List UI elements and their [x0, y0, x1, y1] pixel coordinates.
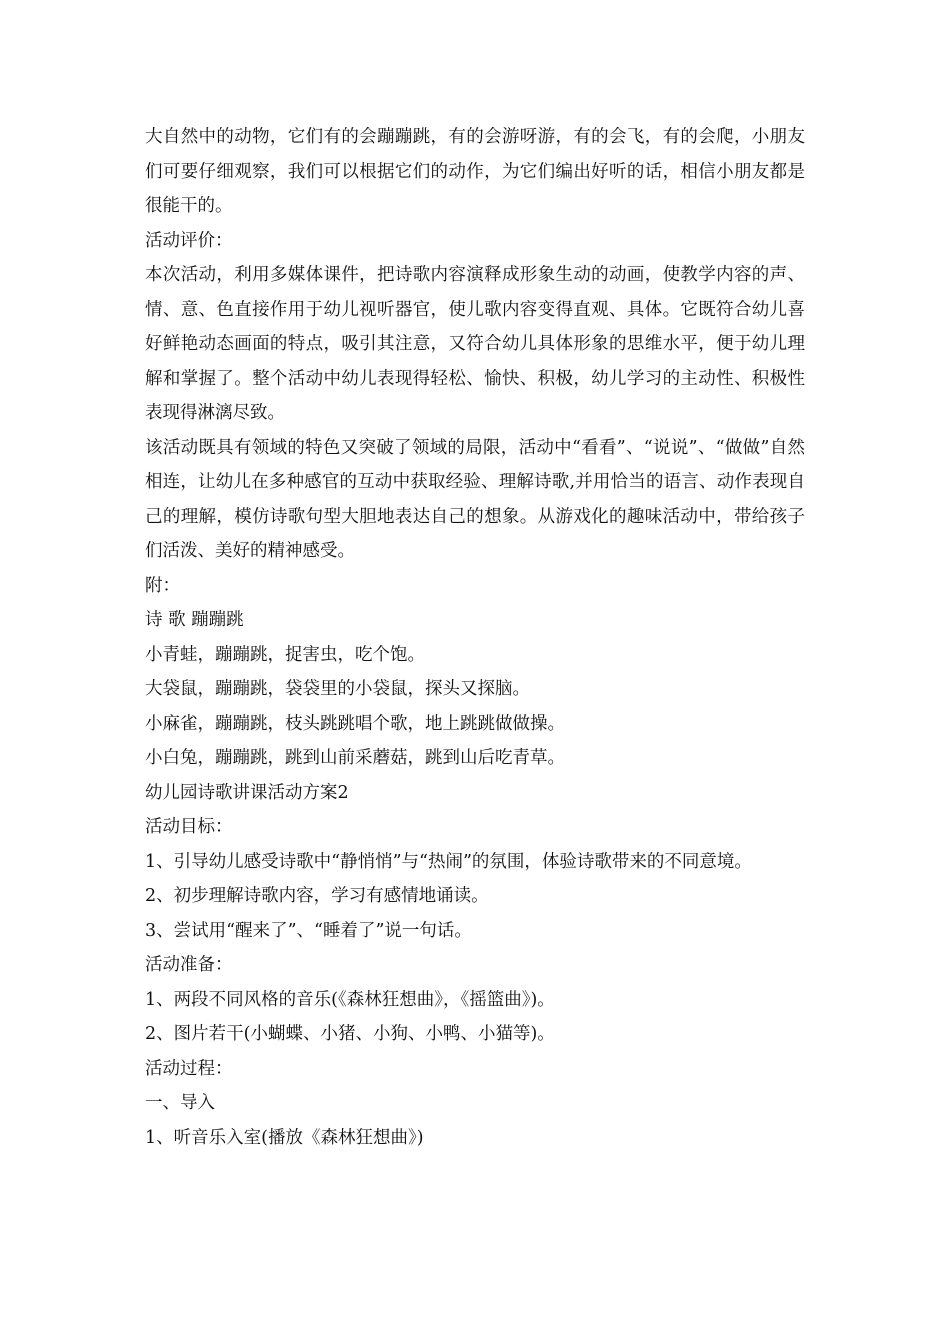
poem-line: 小青蛙，蹦蹦跳，捉害虫，吃个饱。	[145, 644, 425, 665]
section-heading-process: 活动过程：	[145, 1058, 233, 1079]
process-step-item: 1、听音乐入室(播放《森林狂想曲》)	[145, 1127, 424, 1148]
preparation-item: 2、图片若干(小蝴蝶、小猪、小狗、小鸭、小猫等)。	[145, 1024, 555, 1044]
goal-item: 3、尝试用“醒来了”、“睡着了”说一句话。	[145, 920, 472, 941]
appendix-label: 附：	[145, 575, 180, 596]
intro-paragraph: 大自然中的动物，它们有的会蹦蹦跳，有的会游呀游，有的会飞，有的会爬，小朋友们可要仔细观察，我们可以根据它们的动作，为它们编出好听的话，相信小朋友都是很能干的。	[145, 127, 805, 216]
evaluation-paragraph-2: 该活动既具有领域的特色又突破了领域的局限，活动中“看看”、“说说”、“做做”自然相连，让幼儿在多种感官的互动中获取经验、理解诗歌,并用恰当的语言、动作表现自己的理解，模仿诗歌句型大胆地表达自己的想象。从游戏化的趣味活动中，带给孩子们活泼、美好的精神感受。	[145, 437, 805, 561]
plan-title: 幼儿园诗歌讲课活动方案2	[145, 782, 349, 803]
goal-item: 1、引导幼儿感受诗歌中“静悄悄”与“热闹”的氛围，体验诗歌带来的不同意境。	[145, 851, 752, 872]
poem-line: 小白兔，蹦蹦跳，跳到山前采蘑菇，跳到山后吃青草。	[145, 748, 565, 768]
document-body	[145, 120, 805, 1155]
goal-item: 2、初步理解诗歌内容，学习有感情地诵读。	[145, 886, 489, 906]
section-heading-evaluation: 活动评价：	[145, 230, 233, 251]
preparation-item: 1、两段不同风格的音乐(《森林狂想曲》，《摇篮曲》)。	[145, 989, 555, 1010]
section-heading-goals: 活动目标：	[145, 817, 233, 837]
poem-line: 大袋鼠，蹦蹦跳，袋袋里的小袋鼠，探头又探脑。	[145, 679, 530, 699]
process-step-heading: 一、导入	[145, 1093, 215, 1113]
poem-title: 诗 歌 蹦蹦跳	[145, 610, 244, 630]
poem-line: 小麻雀，蹦蹦跳，枝头跳跳唱个歌，地上跳跳做做操。	[145, 713, 565, 734]
section-heading-preparation: 活动准备：	[145, 955, 233, 975]
evaluation-paragraph-1: 本次活动，利用多媒体课件，把诗歌内容演释成形象生动的动画，使教学内容的声、情、意、色直接作用于幼儿视听器官，使儿歌内容变得直观、具体。它既符合幼儿喜好鲜艳动态画面的特点，吸引其注意，又符合幼儿具体形象的思维水平，便于幼儿理解和掌握了。整个活动中幼儿表现得轻松、愉快、积极，幼儿学习的主动性、积极性表现得淋漓尽致。	[145, 265, 805, 423]
